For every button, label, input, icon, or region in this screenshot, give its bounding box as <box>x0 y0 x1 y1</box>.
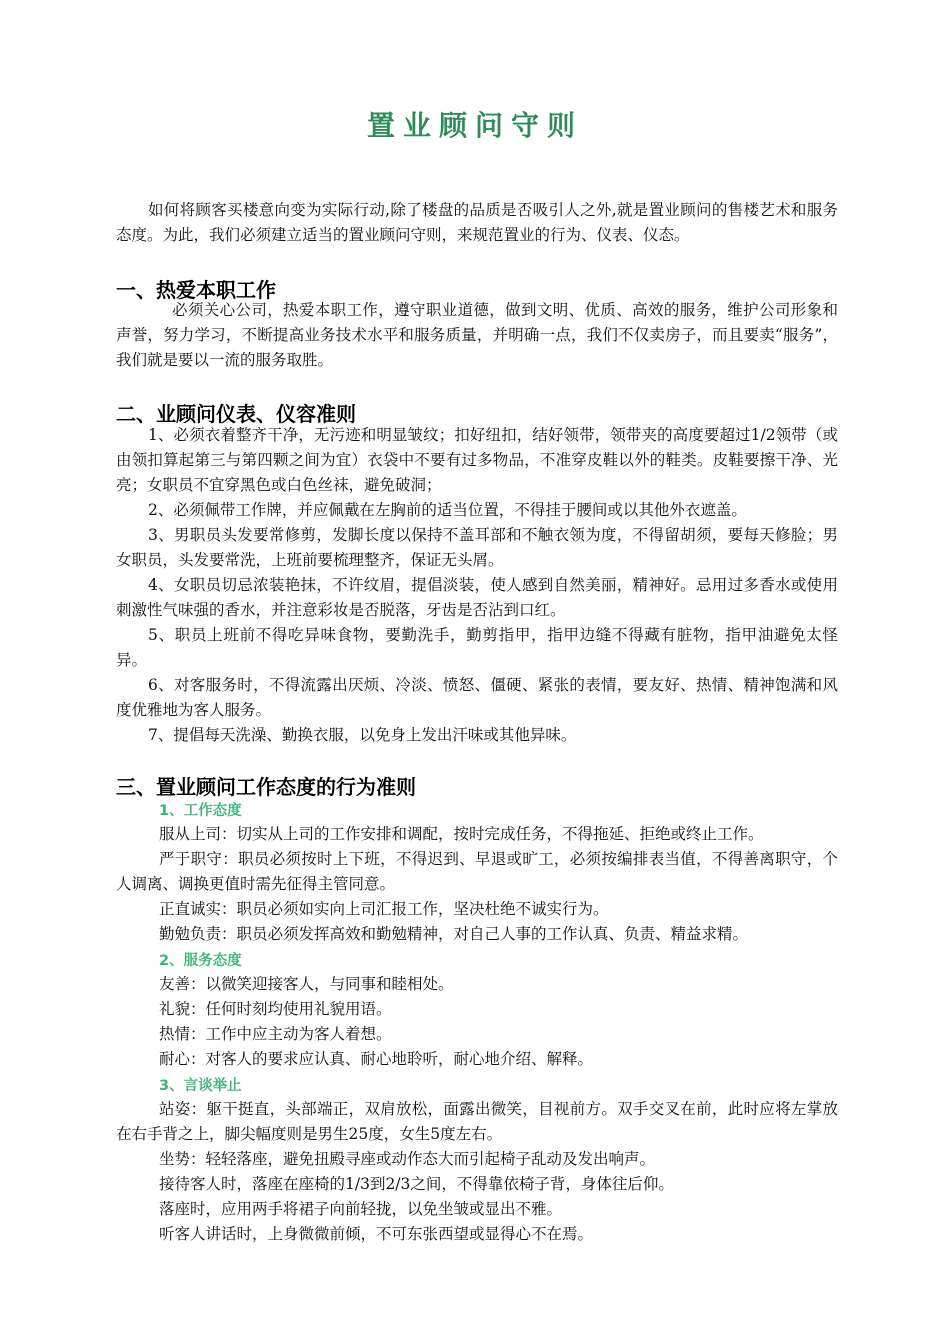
page-title: 置业顾问守则 <box>366 109 583 142</box>
section-2-item: 5、职员上班前不得吃异味食物，要勤洗手，勤剪指甲，指甲边缝不得藏有脏物，指甲油避免太怪异。 <box>116 626 838 669</box>
speech-manner-item: 听客人讲话时，上身微微前倾，不可东张西望或显得心不在焉。 <box>159 1225 594 1243</box>
speech-manner-item: 站姿：躯干挺直，头部端正，双肩放松，面露出微笑，目视前方。双手交叉在前，此时应将左掌放在右手背之上，脚尖幅度则是男生25度，女生5度左右。 <box>116 1100 838 1143</box>
service-attitude-item: 耐心：对客人的要求应认真、耐心地聆听，耐心地介绍、解释。 <box>159 1050 594 1068</box>
intro-paragraph: 如何将顾客买楼意向变为实际行动,除了楼盘的品质是否吸引人之外,就是置业顾问的售楼艺术和服务态度。为此，我们必须建立适当的置业顾问守则，来规范置业的行为、仪表、仪态。 <box>116 201 838 244</box>
service-attitude-item: 热情：工作中应主动为客人着想。 <box>159 1025 392 1043</box>
speech-manner-item: 接待客人时，落座在座椅的1/3到2/3之间，不得靠依椅子背，身体往后仰。 <box>159 1175 674 1193</box>
subsection-service-attitude: 2、服务态度 <box>159 953 242 969</box>
section-2-heading: 二、业顾问仪表、仪容准则 <box>116 402 356 426</box>
subsection-work-attitude: 1、工作态度 <box>159 803 242 819</box>
section-2-item: 6、对客服务时，不得流露出厌烦、冷淡、愤怒、僵硬、紧张的表情，要友好、热情、精神饱满和风度优雅地为客人服务。 <box>116 676 838 719</box>
service-attitude-item: 礼貌：任何时刻均使用礼貌用语。 <box>159 1000 392 1018</box>
section-2-item: 7、提倡每天洗澡、勤换衣服，以免身上发出汗味或其他异味。 <box>148 726 577 744</box>
work-attitude-item: 正直诚实：职员必须如实向上司汇报工作，坚决杜绝不诚实行为。 <box>159 900 609 918</box>
section-3-heading: 三、置业顾问工作态度的行为准则 <box>116 775 416 799</box>
section-2-item: 3、男职员头发要常修剪，发脚长度以保持不盖耳部和不触衣领为度，不得留胡须，要每天修脸；男女职员，头发要常洗，上班前要梳理整齐，保证无头屑。 <box>116 526 838 569</box>
work-attitude-item: 勤勉负责：职员必须发挥高效和勤勉精神，对自己人事的工作认真、负责、精益求精。 <box>159 925 749 943</box>
subsection-speech-manner: 3、言谈举止 <box>159 1078 242 1094</box>
section-2-item: 2、必须佩带工作牌，并应佩戴在左胸前的适当位置，不得挂于腰间或以其他外衣遮盖。 <box>148 501 747 519</box>
work-attitude-item: 服从上司：切实从上司的工作安排和调配，按时完成任务，不得拖延、拒绝或终止工作。 <box>159 825 764 843</box>
section-2-item: 1、必须衣着整齐干净，无污迹和明显皱纹；扣好纽扣，结好领带，领带夹的高度要超过1/2领带（或由领扣算起第三与第四颗之间为宜）衣袋中不要有过多物品，不准穿皮鞋以外的鞋类。皮鞋要擦干净、光亮；女职员不宜穿黑色或白色丝袜，避免破洞； <box>116 426 838 494</box>
work-attitude-item: 严于职守：职员必须按时上下班，不得迟到、早退或旷工，必须按编排表当值，不得善离职守，个人调离、调换更值时需先征得主管同意。 <box>116 850 838 893</box>
section-1-body: 必须关心公司，热爱本职工作，遵守职业道德，做到文明、优质、高效的服务，维护公司形象和声誉，努力学习，不断提高业务技术水平和服务质量，并明确一点，我们不仅卖房子，而且要卖“服务”，我们就是要以一流的服务取胜。 <box>116 301 838 369</box>
speech-manner-item: 坐势：轻轻落座，避免扭殿寻座或动作态大而引起椅子乱动及发出响声。 <box>159 1150 656 1168</box>
service-attitude-item: 友善：以微笑迎接客人，与同事和睦相处。 <box>159 975 454 993</box>
section-2-item: 4、女职员切忌浓装艳抹，不许纹眉，提倡淡装，使人感到自然美丽，精神好。忌用过多香水或使用刺激性气味强的香水，并注意彩妆是否脱落，牙齿是否沾到口红。 <box>116 576 838 619</box>
speech-manner-item: 落座时，应用两手将裙子向前轻拢，以免坐皱或显出不雅。 <box>159 1200 563 1218</box>
section-1-heading: 一、热爱本职工作 <box>116 278 276 302</box>
